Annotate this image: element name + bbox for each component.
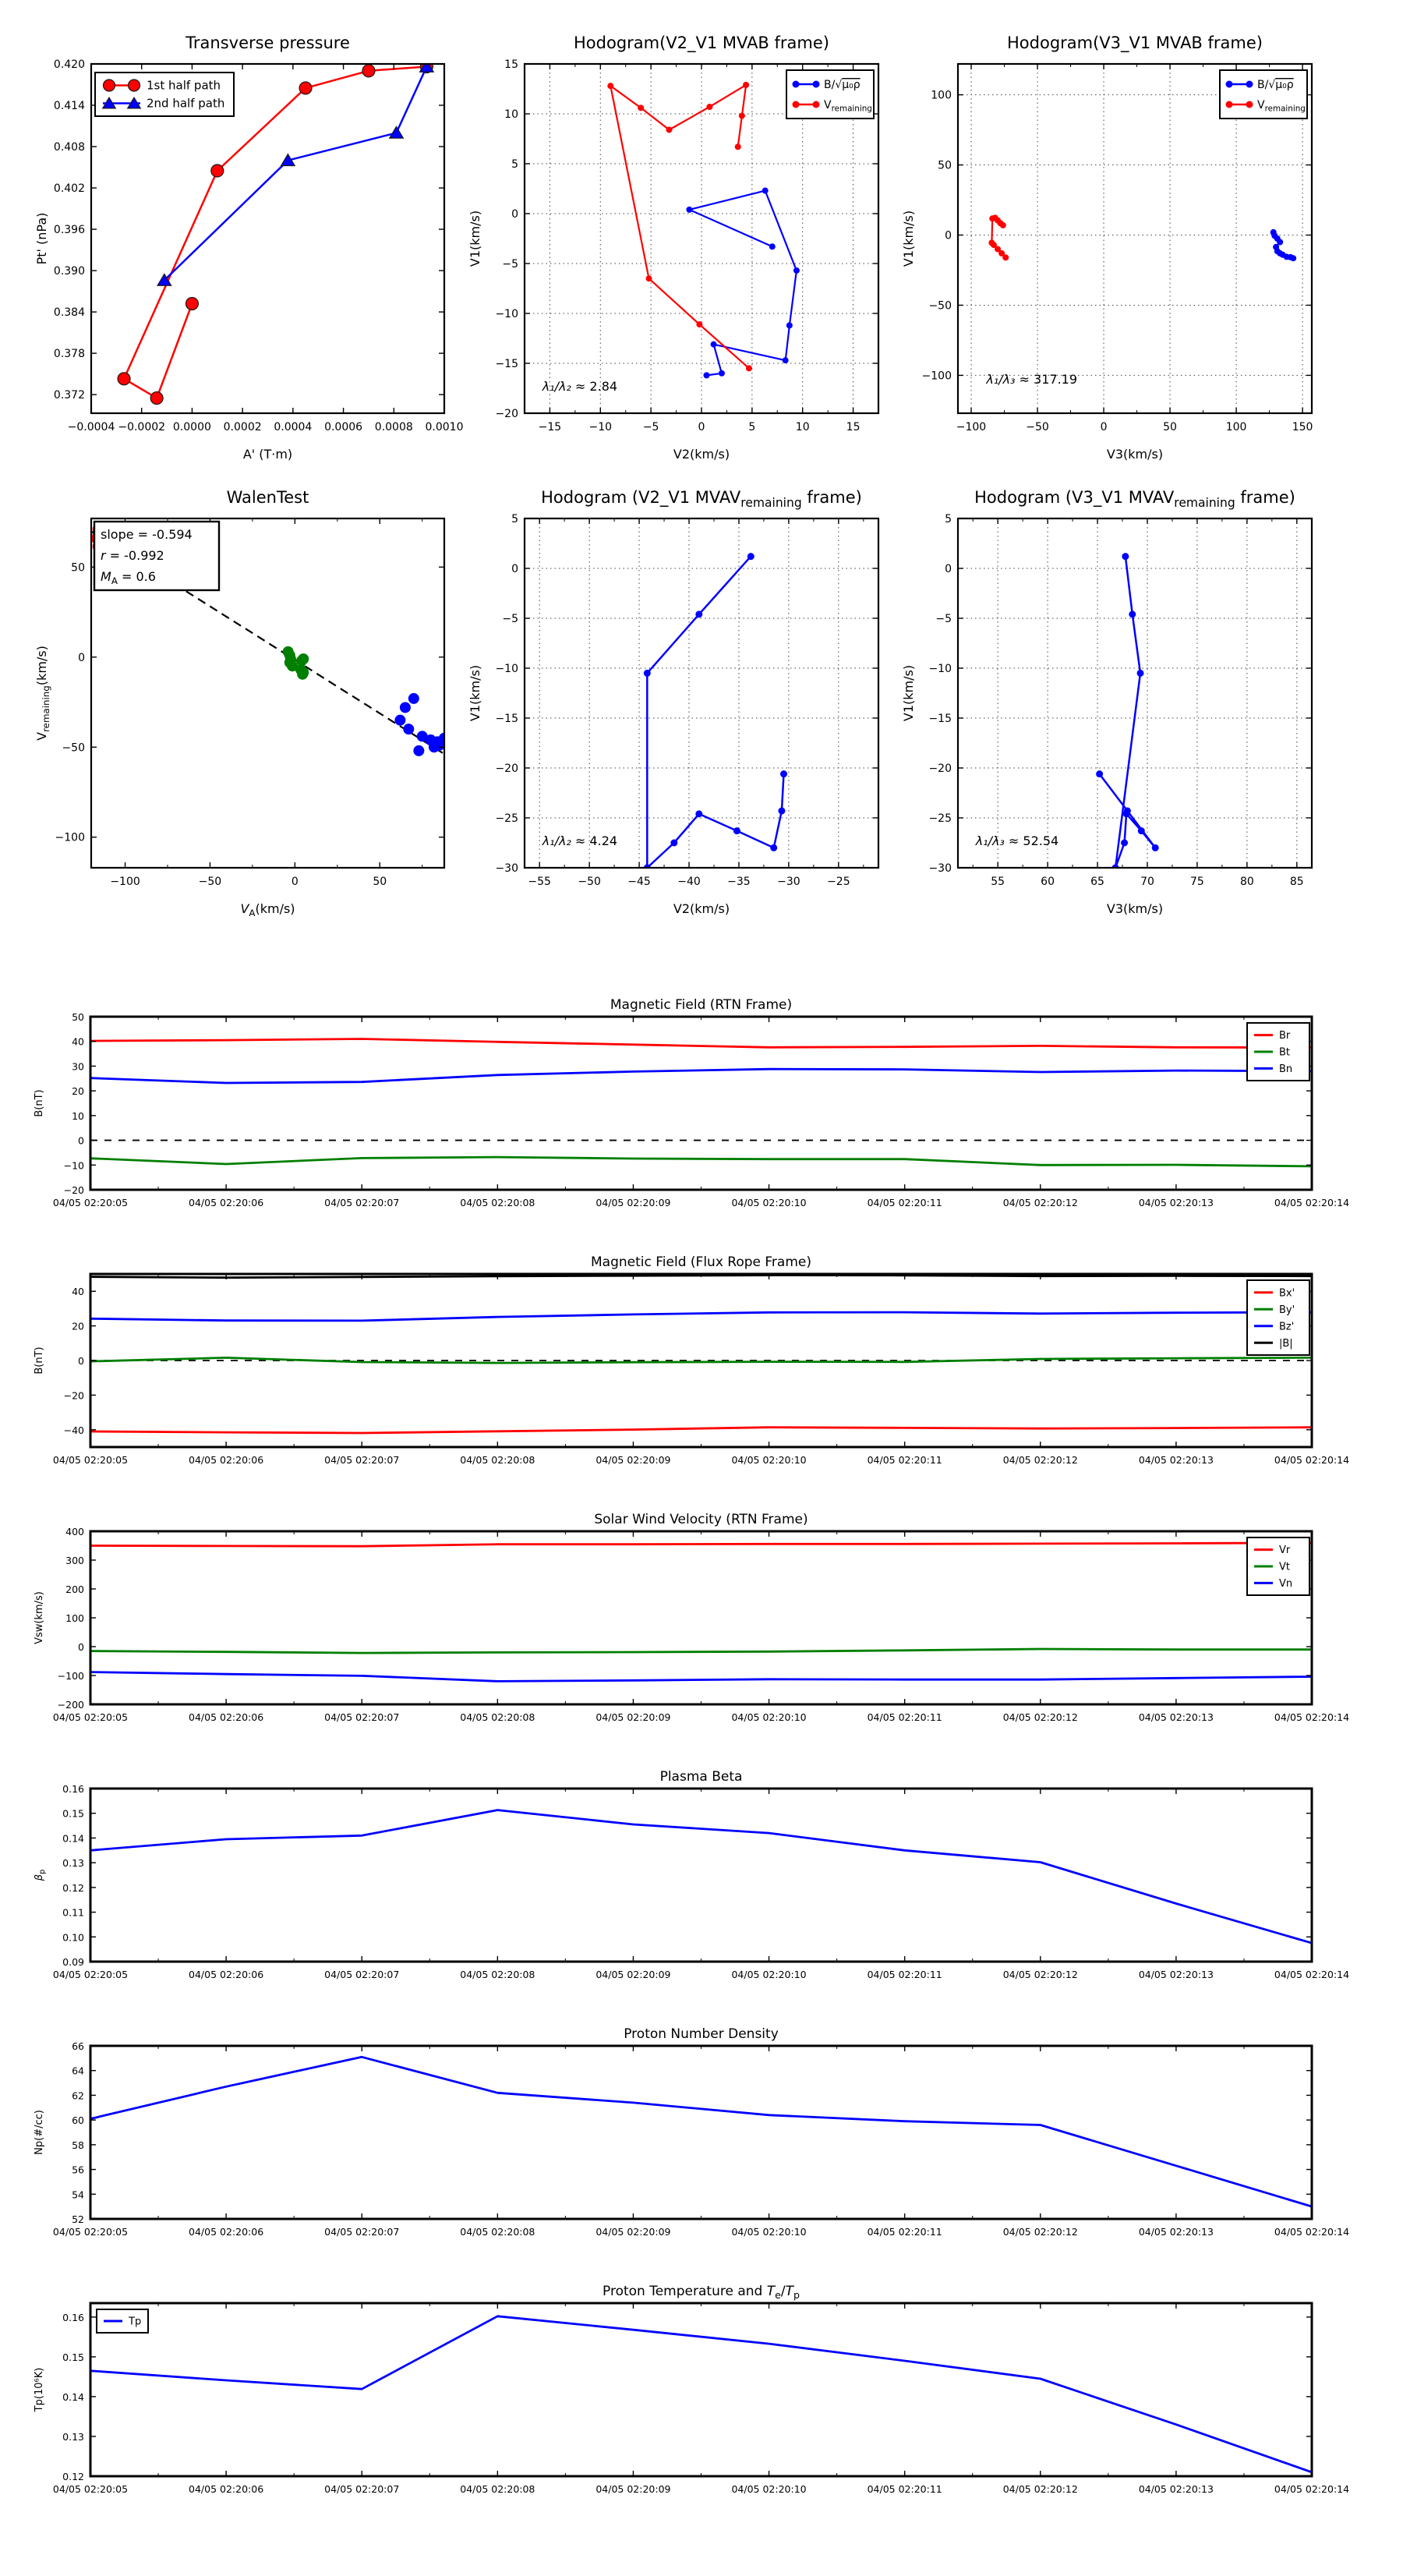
series-layer — [607, 82, 800, 378]
svg-text:04/05 02:20:10: 04/05 02:20:10 — [731, 1711, 807, 1723]
svg-text:Bx': Bx' — [1279, 1287, 1295, 1300]
svg-text:βp: $\beta_p$ — [34, 1869, 48, 1881]
svg-text:0.0010: 0.0010 — [425, 421, 464, 433]
svg-text:04/05 02:20:11: 04/05 02:20:11 — [867, 1454, 942, 1466]
svg-text:0.10: 0.10 — [62, 1931, 84, 1944]
svg-text:−100: −100 — [55, 831, 85, 844]
svg-text:−15: −15 — [928, 713, 952, 725]
svg-text:70: 70 — [1140, 876, 1154, 888]
plot-hodogram-v2v1-mvav — [468, 488, 878, 916]
svg-text:100: 100 — [1225, 421, 1247, 433]
svg-text:04/05 02:20:06: 04/05 02:20:06 — [189, 2226, 264, 2238]
series-Bz' — [90, 1312, 1312, 1321]
svg-text:−35: −35 — [727, 876, 751, 888]
svg-text:−10: −10 — [63, 1159, 84, 1172]
svg-text:04/05 02:20:14: 04/05 02:20:14 — [1274, 1711, 1350, 1723]
svg-text:15: 15 — [846, 421, 861, 433]
svg-text:0.0002: 0.0002 — [223, 421, 262, 433]
svg-text:Plasma Beta: Plasma Beta — [659, 1769, 743, 1785]
svg-text:04/05 02:20:10: 04/05 02:20:10 — [731, 1969, 807, 1980]
svg-text:Bn: Bn — [1279, 1063, 1293, 1075]
svg-text:60: 60 — [1041, 876, 1055, 888]
svg-text:λ₁/λ₂ ≈ 4.24: λ₁/λ₂ ≈ 4.24 — [542, 833, 618, 848]
svg-text:V1(km/s): V1(km/s) — [468, 664, 482, 722]
svg-text:04/05 02:20:11: 04/05 02:20:11 — [867, 2226, 942, 2238]
svg-text:Proton Temperature and Te/Tp: Proton Temperature and $T_e/T_p$ — [603, 2284, 800, 2302]
svg-text:54: 54 — [72, 2189, 84, 2201]
svg-text:Vt: Vt — [1279, 1561, 1290, 1573]
svg-text:Vremaining: $V_{remaining}$ — [1257, 99, 1306, 114]
svg-text:0.13: 0.13 — [62, 1857, 84, 1870]
svg-text:−20: −20 — [495, 763, 518, 775]
svg-text:04/05 02:20:14: 04/05 02:20:14 — [1274, 1454, 1350, 1466]
plot-transverse-pressure — [34, 34, 464, 462]
svg-text:Magnetic Field (Flux Rope Fram: Magnetic Field (Flux Rope Frame) — [591, 1254, 811, 1270]
svg-text:04/05 02:20:09: 04/05 02:20:09 — [595, 1711, 671, 1723]
svg-text:0.384: 0.384 — [53, 306, 85, 320]
svg-text:80: 80 — [1239, 876, 1254, 888]
svg-text:−5: −5 — [642, 421, 659, 433]
svg-text:Solar Wind Velocity (RTN Frame: Solar Wind Velocity (RTN Frame) — [594, 1512, 808, 1527]
svg-text:Bz': Bz' — [1279, 1321, 1295, 1333]
svg-text:0.15: 0.15 — [62, 2351, 84, 2363]
svg-text:300: 300 — [65, 1555, 84, 1566]
svg-text:−25: −25 — [928, 812, 952, 825]
svg-text:62: 62 — [72, 2089, 84, 2102]
svg-text:04/05 02:20:06: 04/05 02:20:06 — [189, 1454, 264, 1466]
svg-text:V2(km/s): V2(km/s) — [673, 901, 730, 916]
svg-text:−100: −100 — [110, 876, 140, 888]
series-Br — [90, 1039, 1312, 1048]
svg-text:Np(#/cc): Np(#/cc) — [34, 2110, 45, 2155]
svg-text:−20: −20 — [928, 763, 952, 775]
svg-text:30: 30 — [72, 1060, 84, 1073]
series-layer — [644, 553, 787, 871]
svg-text:0.12: 0.12 — [62, 2471, 84, 2482]
legend-proton-temperature — [97, 2309, 148, 2333]
svg-text:Vremaining(km/s): $V_{remaining}(km/s)$ — [34, 646, 51, 741]
series-Tp — [90, 2316, 1312, 2472]
svg-text:50: 50 — [938, 159, 952, 172]
svg-text:−100: −100 — [956, 421, 987, 433]
plot-plasma-beta — [34, 1769, 1349, 1980]
svg-text:λ₁/λ₃ ≈ 317.19: λ₁/λ₃ ≈ 317.19 — [986, 371, 1078, 387]
series-Bn — [90, 1069, 1312, 1083]
svg-text:52: 52 — [72, 2213, 84, 2225]
svg-text:10: 10 — [795, 421, 810, 433]
svg-text:04/05 02:20:08: 04/05 02:20:08 — [460, 2226, 535, 2238]
svg-text:0.408: 0.408 — [53, 141, 85, 154]
svg-text:50: 50 — [1163, 421, 1177, 433]
svg-text:Tp(10⁶K): Tp(10⁶K) — [34, 2367, 45, 2412]
svg-text:0: 0 — [945, 563, 952, 575]
legend-magnetic-field-rtn — [1247, 1023, 1309, 1081]
svg-text:Pt' (nPa): Pt' (nPa) — [34, 212, 49, 265]
svg-text:04/05 02:20:14: 04/05 02:20:14 — [1274, 2226, 1350, 2238]
svg-text:−10: −10 — [928, 663, 952, 675]
svg-text:−0.0002: −0.0002 — [118, 421, 166, 433]
svg-text:04/05 02:20:14: 04/05 02:20:14 — [1274, 2483, 1350, 2495]
svg-text:−200: −200 — [57, 1699, 84, 1711]
svg-text:04/05 02:20:07: 04/05 02:20:07 — [324, 1454, 400, 1466]
svg-text:0.16: 0.16 — [62, 2311, 84, 2323]
svg-text:75: 75 — [1190, 876, 1204, 888]
svg-text:04/05 02:20:09: 04/05 02:20:09 — [595, 1197, 671, 1208]
svg-text:04/05 02:20:13: 04/05 02:20:13 — [1138, 2226, 1214, 2238]
svg-text:−10: −10 — [495, 663, 518, 675]
svg-text:λ₁/λ₃ ≈ 52.54: λ₁/λ₃ ≈ 52.54 — [975, 833, 1059, 848]
svg-text:0.09: 0.09 — [62, 1956, 84, 1968]
svg-text:B(nT): B(nT) — [34, 1346, 45, 1375]
series-Bt — [90, 1157, 1312, 1166]
series-Vn — [90, 1672, 1312, 1682]
svg-text:V3(km/s): V3(km/s) — [1106, 447, 1164, 462]
svg-text:0.15: 0.15 — [62, 1807, 84, 1820]
svg-text:0.390: 0.390 — [53, 265, 85, 278]
svg-text:VA(km/s): $V_A(km/s)$ — [240, 901, 295, 918]
series-B-hodogram — [1100, 557, 1156, 868]
svg-text:0.396: 0.396 — [53, 224, 85, 237]
svg-text:04/05 02:20:09: 04/05 02:20:09 — [595, 2483, 671, 2495]
svg-text:Transverse pressure: Transverse pressure — [186, 34, 350, 52]
svg-text:slope = -0.594: slope = -0.594 — [101, 527, 193, 542]
svg-text:A' (T·m): A' (T·m) — [242, 447, 293, 462]
svg-text:−30: −30 — [495, 862, 518, 875]
svg-text:0: 0 — [78, 1355, 84, 1367]
svg-text:60: 60 — [72, 2114, 84, 2127]
svg-text:04/05 02:20:11: 04/05 02:20:11 — [867, 1969, 942, 1980]
series-beta-p — [90, 1810, 1312, 1944]
svg-text:04/05 02:20:07: 04/05 02:20:07 — [324, 2226, 400, 2238]
svg-text:0: 0 — [78, 1134, 84, 1147]
plot-proton-temperature — [34, 2284, 1349, 2495]
svg-text:0: 0 — [1100, 421, 1108, 433]
svg-text:20: 20 — [72, 1320, 84, 1332]
svg-text:−10: −10 — [588, 421, 613, 433]
svg-text:04/05 02:20:13: 04/05 02:20:13 — [1138, 1969, 1214, 1980]
series-Vt — [90, 1649, 1312, 1653]
svg-text:−5: −5 — [935, 613, 952, 625]
svg-text:58: 58 — [72, 2139, 84, 2151]
svg-text:Proton Number Density: Proton Number Density — [624, 2026, 779, 2042]
svg-text:0.11: 0.11 — [62, 1906, 84, 1919]
series-layer — [90, 2316, 1312, 2472]
svg-text:MA = 0.6: $M_A = 0.6$ — [101, 569, 156, 586]
svg-text:−50: −50 — [62, 741, 85, 755]
series-layer — [988, 214, 1296, 261]
series-layer — [90, 1810, 1312, 1944]
svg-text:200: 200 — [65, 1583, 84, 1595]
svg-text:|B|: |B| — [1279, 1337, 1293, 1350]
svg-text:04/05 02:20:10: 04/05 02:20:10 — [731, 2226, 807, 2238]
plot-hodogram-v2v1-mvab — [468, 34, 878, 462]
svg-text:04/05 02:20:10: 04/05 02:20:10 — [731, 1454, 807, 1466]
series-layer — [1096, 553, 1159, 871]
svg-text:0: 0 — [291, 876, 299, 888]
svg-text:65: 65 — [1090, 876, 1104, 888]
svg-text:0.0000: 0.0000 — [172, 421, 211, 433]
svg-text:04/05 02:20:11: 04/05 02:20:11 — [867, 1711, 942, 1723]
plot-hodogram-v3v1-mvav — [901, 488, 1312, 916]
svg-text:−50: −50 — [1026, 421, 1049, 433]
svg-text:−20: −20 — [495, 408, 518, 420]
svg-text:40: 40 — [72, 1035, 84, 1048]
svg-text:04/05 02:20:12: 04/05 02:20:12 — [1002, 1711, 1078, 1723]
svg-text:04/05 02:20:09: 04/05 02:20:09 — [595, 2226, 671, 2238]
svg-text:λ₁/λ₂ ≈ 2.84: λ₁/λ₂ ≈ 2.84 — [542, 378, 618, 394]
svg-text:10: 10 — [504, 108, 518, 121]
svg-text:−15: −15 — [495, 358, 518, 370]
svg-text:04/05 02:20:08: 04/05 02:20:08 — [460, 1711, 535, 1723]
svg-text:1st half path: 1st half path — [147, 78, 221, 93]
svg-text:0.16: 0.16 — [62, 1783, 84, 1795]
svg-text:64: 64 — [72, 2065, 84, 2077]
series-layer — [90, 2057, 1312, 2206]
svg-text:−40: −40 — [677, 876, 701, 888]
svg-text:04/05 02:20:05: 04/05 02:20:05 — [52, 1454, 129, 1466]
svg-text:5: 5 — [945, 513, 952, 525]
svg-text:Magnetic Field (RTN Frame): Magnetic Field (RTN Frame) — [610, 997, 793, 1013]
svg-text:04/05 02:20:10: 04/05 02:20:10 — [731, 2483, 807, 2495]
svg-text:−50: −50 — [928, 299, 952, 313]
svg-text:−45: −45 — [627, 876, 651, 888]
svg-text:−40: −40 — [63, 1424, 84, 1436]
svg-text:−30: −30 — [928, 862, 952, 875]
svg-text:−50: −50 — [198, 876, 222, 888]
svg-text:20: 20 — [72, 1085, 84, 1098]
svg-text:100: 100 — [65, 1612, 84, 1624]
svg-text:0.420: 0.420 — [53, 58, 85, 71]
svg-text:04/05 02:20:12: 04/05 02:20:12 — [1002, 2226, 1078, 2238]
svg-text:04/05 02:20:05: 04/05 02:20:05 — [52, 1197, 129, 1208]
svg-text:04/05 02:20:12: 04/05 02:20:12 — [1002, 1969, 1078, 1980]
svg-text:0: 0 — [945, 229, 952, 242]
series-B-hodogram — [647, 557, 783, 868]
svg-text:Vsw(km/s): Vsw(km/s) — [34, 1591, 45, 1644]
legend-solar-wind-velocity — [1247, 1537, 1309, 1595]
legend-transverse-pressure — [95, 73, 234, 116]
svg-text:2nd half path: 2nd half path — [147, 96, 225, 111]
plot-hodogram-v3v1-mvab — [901, 34, 1313, 462]
svg-text:04/05 02:20:13: 04/05 02:20:13 — [1138, 1197, 1214, 1208]
svg-text:0.14: 0.14 — [62, 1832, 84, 1845]
svg-text:04/05 02:20:09: 04/05 02:20:09 — [595, 1969, 671, 1980]
svg-text:100: 100 — [931, 89, 952, 102]
svg-text:Vr: Vr — [1279, 1545, 1291, 1557]
svg-text:0.0004: 0.0004 — [274, 421, 313, 433]
plot-proton-number-density — [34, 2026, 1349, 2238]
series-Np — [90, 2057, 1312, 2206]
svg-text:04/05 02:20:05: 04/05 02:20:05 — [52, 1711, 129, 1723]
svg-text:0.0006: 0.0006 — [324, 421, 363, 433]
plot-magnetic-field-flux-rope — [34, 1254, 1349, 1466]
svg-text:55: 55 — [991, 876, 1005, 888]
plot-walentest — [34, 488, 450, 918]
svg-text:04/05 02:20:09: 04/05 02:20:09 — [595, 1454, 671, 1466]
svg-text:−55: −55 — [528, 876, 551, 888]
svg-text:−30: −30 — [777, 876, 800, 888]
series-layer — [90, 1039, 1312, 1166]
svg-text:B(nT): B(nT) — [34, 1089, 45, 1117]
plot-solar-wind-velocity — [34, 1512, 1349, 1723]
svg-text:15: 15 — [504, 58, 518, 71]
svg-text:04/05 02:20:12: 04/05 02:20:12 — [1002, 1197, 1078, 1208]
svg-text:04/05 02:20:07: 04/05 02:20:07 — [324, 1711, 400, 1723]
svg-text:04/05 02:20:06: 04/05 02:20:06 — [189, 1969, 264, 1980]
svg-text:Hodogram(V3_V1 MVAB frame): Hodogram(V3_V1 MVAB frame) — [1007, 34, 1263, 52]
svg-text:04/05 02:20:13: 04/05 02:20:13 — [1138, 1711, 1214, 1723]
svg-text:r = -0.992: r = -0.992 — [101, 548, 164, 563]
svg-text:−5: −5 — [502, 613, 518, 625]
svg-text:−20: −20 — [63, 1389, 84, 1402]
svg-text:04/05 02:20:10: 04/05 02:20:10 — [731, 1197, 807, 1208]
svg-text:Hodogram (V3_V1 MVAVremaining: Hodogram (V3_V1 $MVAV_{remaining}$ frame) — [974, 488, 1295, 511]
svg-text:V3(km/s): V3(km/s) — [1106, 901, 1164, 916]
svg-text:WalenTest: WalenTest — [226, 488, 309, 507]
svg-text:Hodogram(V2_V1 MVAB frame): Hodogram(V2_V1 MVAB frame) — [574, 34, 829, 52]
svg-text:0.12: 0.12 — [62, 1881, 84, 1894]
legend-magnetic-field-flux-rope — [1247, 1280, 1309, 1355]
svg-text:V2(km/s): V2(km/s) — [673, 447, 730, 462]
svg-text:04/05 02:20:14: 04/05 02:20:14 — [1274, 1197, 1350, 1208]
svg-text:5: 5 — [511, 513, 518, 525]
svg-text:0.14: 0.14 — [62, 2390, 84, 2403]
svg-text:−100: −100 — [57, 1670, 84, 1682]
svg-text:04/05 02:20:08: 04/05 02:20:08 — [460, 2483, 535, 2495]
legend-hodogram-v3v1-mvab — [1220, 70, 1307, 119]
svg-text:0.0008: 0.0008 — [374, 421, 413, 433]
svg-text:400: 400 — [65, 1526, 84, 1537]
svg-text:0.402: 0.402 — [53, 182, 85, 196]
svg-text:04/05 02:20:05: 04/05 02:20:05 — [52, 1969, 129, 1980]
svg-text:40: 40 — [72, 1286, 84, 1298]
svg-text:04/05 02:20:07: 04/05 02:20:07 — [324, 1197, 400, 1208]
svg-text:0: 0 — [78, 651, 85, 664]
svg-text:56: 56 — [72, 2164, 84, 2176]
svg-text:−20: −20 — [63, 1184, 84, 1196]
svg-text:04/05 02:20:08: 04/05 02:20:08 — [460, 1969, 535, 1980]
svg-text:Bt: Bt — [1279, 1046, 1291, 1059]
svg-text:0: 0 — [698, 421, 705, 433]
svg-text:04/05 02:20:05: 04/05 02:20:05 — [52, 2483, 129, 2495]
svg-text:04/05 02:20:07: 04/05 02:20:07 — [324, 1969, 400, 1980]
svg-text:04/05 02:20:07: 04/05 02:20:07 — [324, 2483, 400, 2495]
svg-text:B/√μ₀ρ: B/√μ₀ρ — [1257, 79, 1294, 91]
svg-text:04/05 02:20:08: 04/05 02:20:08 — [460, 1197, 535, 1208]
series-layer — [90, 1543, 1312, 1682]
svg-text:5: 5 — [748, 421, 756, 433]
svg-text:B/√μ₀ρ: B/√μ₀ρ — [824, 79, 861, 91]
svg-text:0: 0 — [511, 563, 518, 575]
svg-text:04/05 02:20:11: 04/05 02:20:11 — [867, 1197, 942, 1208]
svg-text:04/05 02:20:05: 04/05 02:20:05 — [52, 2226, 129, 2238]
svg-text:04/05 02:20:12: 04/05 02:20:12 — [1002, 2483, 1078, 2495]
svg-text:−25: −25 — [827, 876, 850, 888]
svg-text:150: 150 — [1292, 421, 1313, 433]
svg-text:0.13: 0.13 — [62, 2430, 84, 2443]
svg-text:04/05 02:20:12: 04/05 02:20:12 — [1002, 1454, 1078, 1466]
svg-text:0.372: 0.372 — [53, 389, 85, 402]
svg-text:Vn: Vn — [1279, 1577, 1293, 1590]
svg-text:04/05 02:20:13: 04/05 02:20:13 — [1138, 1454, 1214, 1466]
svg-text:Vremaining: $V_{remaining}$ — [824, 99, 872, 114]
svg-text:V1(km/s): V1(km/s) — [901, 210, 916, 267]
svg-text:−15: −15 — [495, 713, 518, 725]
svg-text:04/05 02:20:06: 04/05 02:20:06 — [189, 2483, 264, 2495]
svg-text:85: 85 — [1289, 876, 1304, 888]
svg-text:−15: −15 — [538, 421, 562, 433]
svg-text:50: 50 — [72, 1011, 84, 1023]
svg-text:04/05 02:20:06: 04/05 02:20:06 — [189, 1197, 264, 1208]
svg-text:By': By' — [1279, 1304, 1295, 1316]
svg-text:04/05 02:20:08: 04/05 02:20:08 — [460, 1454, 535, 1466]
svg-text:5: 5 — [511, 158, 518, 171]
svg-text:−25: −25 — [495, 812, 518, 825]
svg-text:10: 10 — [72, 1109, 84, 1122]
svg-text:04/05 02:20:06: 04/05 02:20:06 — [189, 1711, 264, 1723]
series-Bx' — [90, 1428, 1312, 1433]
svg-text:V1(km/s): V1(km/s) — [468, 210, 482, 267]
svg-text:50: 50 — [71, 561, 85, 575]
svg-text:0.378: 0.378 — [53, 348, 85, 361]
svg-text:Tp: Tp — [129, 2316, 142, 2328]
svg-text:−100: −100 — [921, 370, 952, 383]
svg-text:66: 66 — [72, 2040, 84, 2052]
svg-text:Hodogram (V2_V1 MVAVremaining: Hodogram (V2_V1 $MVAV_{remaining}$ frame) — [541, 488, 862, 511]
svg-text:−50: −50 — [578, 876, 601, 888]
svg-text:50: 50 — [373, 876, 387, 888]
svg-text:04/05 02:20:14: 04/05 02:20:14 — [1274, 1969, 1350, 1980]
series-Vr — [90, 1543, 1312, 1546]
svg-text:−0.0004: −0.0004 — [67, 421, 115, 433]
plot-magnetic-field-rtn — [34, 997, 1349, 1208]
legend-hodogram-v2v1-mvab — [786, 70, 874, 119]
svg-text:04/05 02:20:11: 04/05 02:20:11 — [867, 2483, 942, 2495]
svg-text:0: 0 — [511, 208, 518, 221]
series-By' — [90, 1357, 1312, 1363]
svg-text:V1(km/s): V1(km/s) — [901, 664, 916, 722]
svg-text:04/05 02:20:13: 04/05 02:20:13 — [1138, 2483, 1214, 2495]
svg-text:Br: Br — [1279, 1030, 1291, 1042]
svg-text:−10: −10 — [495, 308, 518, 320]
svg-text:0: 0 — [78, 1641, 84, 1653]
series-layer — [90, 1276, 1312, 1433]
svg-text:−5: −5 — [502, 258, 518, 271]
series-B-over-sqrt-mu0rho — [689, 191, 797, 376]
svg-text:0.414: 0.414 — [53, 100, 85, 113]
